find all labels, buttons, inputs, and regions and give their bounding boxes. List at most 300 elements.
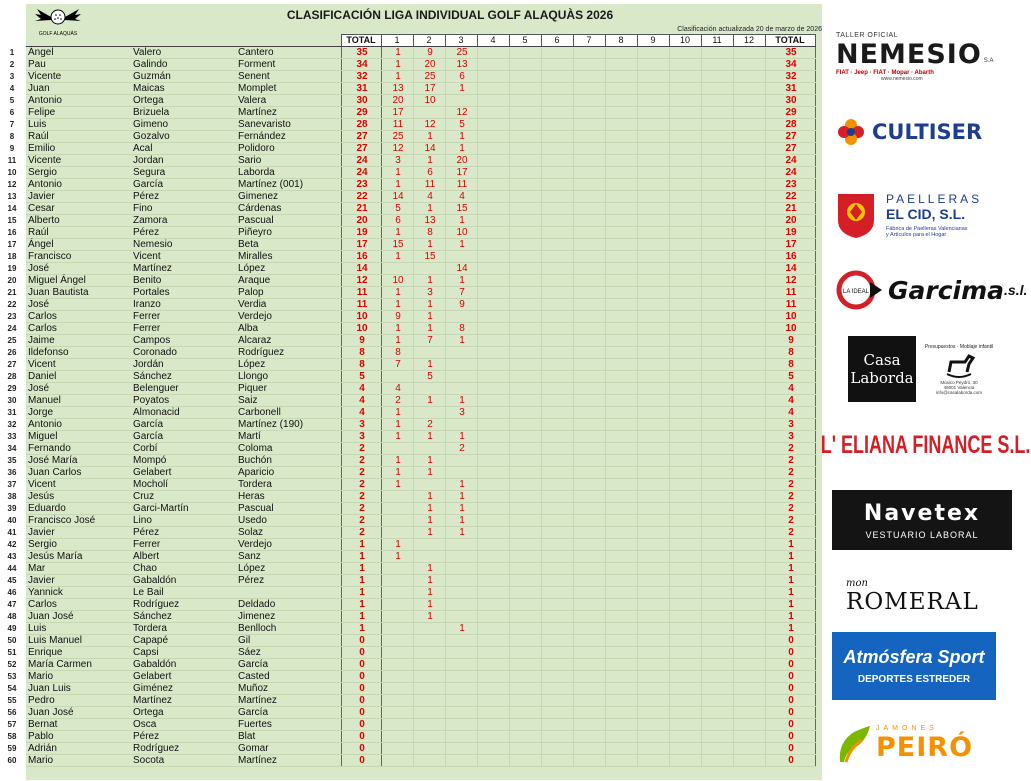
round-score-11 [701,551,733,563]
round-score-3 [445,359,477,371]
table-row [26,71,815,83]
player-surname-1: Pérez [131,227,236,239]
player-total-final: 2 [765,515,815,527]
player-total-final: 2 [765,467,815,479]
round-score-6 [541,719,573,731]
round-score-10 [669,683,701,695]
round-score-12 [733,671,765,683]
player-total: 2 [341,443,381,455]
round-score-4 [477,539,509,551]
round-score-8 [605,599,637,611]
round-score-4 [477,299,509,311]
player-first-name: Enrique [26,647,131,659]
player-surname-2: Cantero [236,47,341,59]
round-score-7 [573,695,605,707]
round-score-3: 12 [445,107,477,119]
player-total: 11 [341,299,381,311]
round-score-3: 1 [445,515,477,527]
round-score-9 [637,119,669,131]
round-score-11 [701,755,733,767]
player-total-final: 4 [765,383,815,395]
round-score-7 [573,311,605,323]
round-score-10 [669,707,701,719]
player-surname-1: Ferrer [131,323,236,335]
round-score-3: 1 [445,215,477,227]
round-score-2: 1 [413,359,445,371]
round-score-12 [733,383,765,395]
player-surname-2: Sanz [236,551,341,563]
round-score-3: 1 [445,239,477,251]
round-score-8 [605,419,637,431]
player-surname-2: Sario [236,155,341,167]
player-total: 22 [341,191,381,203]
round-score-9 [637,455,669,467]
player-surname-1: Fino [131,203,236,215]
table-row [26,83,815,95]
player-first-name: José [26,299,131,311]
round-score-3 [445,587,477,599]
round-score-12 [733,143,765,155]
round-score-12 [733,731,765,743]
round-score-4 [477,323,509,335]
player-total-final: 23 [765,179,815,191]
header-round-3: 3 [445,35,477,47]
round-score-4 [477,239,509,251]
player-total-final: 24 [765,167,815,179]
round-score-1: 1 [381,287,413,299]
round-score-6 [541,263,573,275]
player-surname-2: Forment [236,59,341,71]
player-total: 4 [341,407,381,419]
sponsor-eliana-finance[interactable] [821,420,1031,470]
player-total-final: 28 [765,119,815,131]
round-score-6 [541,71,573,83]
round-score-6 [541,551,573,563]
round-score-8 [605,587,637,599]
round-score-8 [605,95,637,107]
round-score-1: 1 [381,227,413,239]
round-score-10 [669,503,701,515]
round-score-7 [573,215,605,227]
round-score-11 [701,659,733,671]
round-score-8 [605,71,637,83]
round-score-9 [637,395,669,407]
round-score-11 [701,119,733,131]
round-score-12 [733,635,765,647]
round-score-6 [541,299,573,311]
round-score-2 [413,347,445,359]
player-total: 27 [341,131,381,143]
player-first-name: Alberto [26,215,131,227]
player-surname-2: Martínez (190) [236,419,341,431]
player-total: 1 [341,587,381,599]
round-score-12 [733,647,765,659]
round-score-4 [477,383,509,395]
round-score-7 [573,635,605,647]
player-first-name: Luis Manuel [26,635,131,647]
player-surname-2: López [236,563,341,575]
round-score-10 [669,155,701,167]
eliana-name: L' ELIANA FINANCE S.L. [821,430,1031,459]
round-score-3 [445,563,477,575]
row-number: 2 [9,59,15,69]
player-total: 2 [341,467,381,479]
round-score-4 [477,647,509,659]
sponsor-garcima[interactable] [836,266,1028,314]
table-row [26,743,815,755]
player-total: 24 [341,155,381,167]
round-score-7 [573,455,605,467]
player-surname-1: Gelabert [131,467,236,479]
garcima-badge-text: LA IDEAL [842,289,870,295]
round-score-3: 4 [445,191,477,203]
player-total-final: 1 [765,623,815,635]
round-score-7 [573,623,605,635]
table-row [26,155,815,167]
row-number: 1 [9,47,15,57]
round-score-7 [573,107,605,119]
player-surname-1: García [131,419,236,431]
table-row [26,599,815,611]
round-score-9 [637,371,669,383]
player-surname-1: Albert [131,551,236,563]
player-total-final: 2 [765,479,815,491]
round-score-4 [477,467,509,479]
player-first-name: Javier [26,191,131,203]
table-row [26,671,815,683]
round-score-9 [637,203,669,215]
round-score-6 [541,251,573,263]
round-score-10 [669,371,701,383]
round-score-3 [445,671,477,683]
round-score-12 [733,443,765,455]
round-score-3 [445,659,477,671]
round-score-5 [509,419,541,431]
round-score-9 [637,299,669,311]
player-surname-1: Jordán [131,359,236,371]
player-first-name: Juan Carlos [26,467,131,479]
round-score-6 [541,503,573,515]
row-number: 39 [7,503,17,513]
round-score-2: 1 [413,491,445,503]
round-score-6 [541,335,573,347]
round-score-6 [541,527,573,539]
sponsor-romeral[interactable] [836,572,1016,620]
player-surname-2: Verdia [236,299,341,311]
round-score-10 [669,443,701,455]
sponsor-atmosfera-sport[interactable] [832,632,996,700]
sponsor-casa-laborda[interactable] [836,334,1016,404]
round-score-2: 7 [413,335,445,347]
player-surname-1: Rodríguez [131,743,236,755]
player-total-final: 35 [765,47,815,59]
player-first-name: Yannick [26,587,131,599]
header-round-9: 9 [637,35,669,47]
player-first-name: Mar [26,563,131,575]
table-row [26,107,815,119]
round-score-4 [477,563,509,575]
round-score-12 [733,311,765,323]
round-score-9 [637,215,669,227]
round-score-3 [445,635,477,647]
round-score-8 [605,143,637,155]
round-score-5 [509,491,541,503]
player-total-final: 1 [765,563,815,575]
laborda-addr3: info@casalaborda.com [935,389,983,395]
round-score-9 [637,419,669,431]
round-score-3: 1 [445,335,477,347]
round-score-2: 1 [413,563,445,575]
round-score-4 [477,635,509,647]
round-score-2 [413,443,445,455]
round-score-1: 1 [381,419,413,431]
round-score-8 [605,239,637,251]
round-score-1: 1 [381,59,413,71]
round-score-12 [733,359,765,371]
player-surname-2: Momplet [236,83,341,95]
player-surname-1: Guzmán [131,71,236,83]
round-score-10 [669,395,701,407]
round-score-12 [733,83,765,95]
round-score-6 [541,347,573,359]
round-score-9 [637,515,669,527]
row-number: 37 [7,479,17,489]
round-score-5 [509,743,541,755]
player-total-final: 27 [765,131,815,143]
round-score-1: 14 [381,191,413,203]
player-first-name: Pedro [26,695,131,707]
player-total: 3 [341,419,381,431]
round-score-8 [605,287,637,299]
table-row [26,707,815,719]
row-number: 33 [7,431,17,441]
row-number: 36 [7,467,17,477]
round-score-6 [541,179,573,191]
round-score-5 [509,731,541,743]
round-score-9 [637,347,669,359]
round-score-4 [477,263,509,275]
table-row [26,455,815,467]
table-row [26,623,815,635]
round-score-11 [701,587,733,599]
round-score-5 [509,143,541,155]
player-total: 1 [341,563,381,575]
round-score-10 [669,467,701,479]
player-first-name: Miguel Ángel [26,275,131,287]
player-total-final: 11 [765,299,815,311]
round-score-4 [477,587,509,599]
player-surname-2: Laborda [236,167,341,179]
player-surname-1: Gozalvo [131,131,236,143]
round-score-3 [445,347,477,359]
round-score-12 [733,131,765,143]
round-score-7 [573,383,605,395]
player-total-final: 10 [765,323,815,335]
round-score-7 [573,59,605,71]
player-surname-1: Giménez [131,683,236,695]
player-first-name: Cesar [26,203,131,215]
round-score-1 [381,647,413,659]
row-number: 35 [7,455,17,465]
row-number: 59 [7,743,17,753]
nemesio-suffix: S.A [983,58,994,64]
cultiser-flower-icon [836,117,866,147]
round-score-10 [669,479,701,491]
round-score-10 [669,119,701,131]
round-score-11 [701,539,733,551]
row-number: 25 [7,335,17,345]
round-score-5 [509,155,541,167]
sponsor-cultiser[interactable] [836,112,1016,152]
round-score-11 [701,575,733,587]
round-score-8 [605,215,637,227]
player-total-final: 0 [765,635,815,647]
player-total: 12 [341,275,381,287]
round-score-7 [573,467,605,479]
round-score-5 [509,431,541,443]
round-score-11 [701,671,733,683]
player-total: 23 [341,179,381,191]
round-score-3 [445,467,477,479]
player-surname-1: Pérez [131,731,236,743]
round-score-6 [541,707,573,719]
round-score-12 [733,563,765,575]
round-score-8 [605,299,637,311]
round-score-9 [637,287,669,299]
player-surname-2: Llongo [236,371,341,383]
sponsor-nemesio[interactable] [836,24,1016,90]
laborda-tag: Presupuestos · Moblaje infantil [924,343,994,350]
round-score-9 [637,647,669,659]
round-score-1: 1 [381,539,413,551]
round-score-2 [413,683,445,695]
player-surname-1: Segura [131,167,236,179]
player-first-name: José [26,383,131,395]
round-score-11 [701,155,733,167]
header-round-6: 6 [541,35,573,47]
player-surname-2: López [236,263,341,275]
round-score-11 [701,431,733,443]
round-score-1: 1 [381,299,413,311]
player-first-name: Vicent [26,479,131,491]
row-number: 47 [7,599,17,609]
round-score-5 [509,59,541,71]
row-number: 58 [7,731,17,741]
round-score-4 [477,527,509,539]
row-number: 43 [7,551,17,561]
round-score-12 [733,455,765,467]
row-number: 24 [7,323,17,333]
round-score-9 [637,743,669,755]
round-score-9 [637,467,669,479]
sponsor-jamones-peiro[interactable] [836,716,1016,772]
round-score-7 [573,419,605,431]
round-score-2: 15 [413,251,445,263]
round-score-7 [573,83,605,95]
player-surname-1: Brizuela [131,107,236,119]
player-first-name: Adrián [26,743,131,755]
player-surname-2: Cárdenas [236,203,341,215]
player-surname-2: Pascual [236,503,341,515]
round-score-4 [477,443,509,455]
round-score-9 [637,407,669,419]
player-surname-2: Verdejo [236,539,341,551]
player-first-name: Ildefonso [26,347,131,359]
round-score-7 [573,539,605,551]
player-total-final: 0 [765,719,815,731]
round-score-3: 20 [445,155,477,167]
round-score-3 [445,599,477,611]
round-score-5 [509,707,541,719]
round-score-6 [541,671,573,683]
round-score-2 [413,671,445,683]
round-score-4 [477,215,509,227]
round-score-1 [381,707,413,719]
player-first-name: Javier [26,527,131,539]
table-row [26,755,815,767]
player-total: 0 [341,671,381,683]
player-first-name: Francisco José [26,515,131,527]
round-score-8 [605,179,637,191]
round-score-8 [605,551,637,563]
round-score-3: 15 [445,203,477,215]
round-score-9 [637,251,669,263]
round-score-10 [669,587,701,599]
round-score-2: 1 [413,239,445,251]
player-surname-1: Sánchez [131,371,236,383]
table-row [26,647,815,659]
sponsor-paelleras[interactable] [836,180,1016,250]
header-round-5: 5 [509,35,541,47]
row-number: 60 [7,755,17,765]
player-total-final: 2 [765,491,815,503]
player-total-final: 22 [765,191,815,203]
player-total-final: 0 [765,707,815,719]
round-score-4 [477,203,509,215]
round-score-4 [477,683,509,695]
player-first-name: Emilio [26,143,131,155]
round-score-4 [477,395,509,407]
player-total: 17 [341,239,381,251]
round-score-5 [509,719,541,731]
player-surname-2: Fernández [236,131,341,143]
player-total-final: 21 [765,203,815,215]
round-score-5 [509,83,541,95]
player-first-name: Raúl [26,131,131,143]
player-surname-1: Capsi [131,647,236,659]
player-total: 9 [341,335,381,347]
round-score-10 [669,575,701,587]
round-score-9 [637,623,669,635]
round-score-6 [541,491,573,503]
table-row [26,275,815,287]
round-score-6 [541,575,573,587]
player-total: 0 [341,707,381,719]
round-score-2: 14 [413,143,445,155]
player-surname-1: Portales [131,287,236,299]
player-total-final: 31 [765,83,815,95]
round-score-11 [701,167,733,179]
round-score-9 [637,551,669,563]
round-score-6 [541,323,573,335]
round-score-5 [509,191,541,203]
player-first-name: Mario [26,671,131,683]
player-first-name: Daniel [26,371,131,383]
round-score-2: 1 [413,431,445,443]
player-surname-1: Osca [131,719,236,731]
table-row [26,503,815,515]
sponsor-navetex[interactable] [832,490,1012,550]
